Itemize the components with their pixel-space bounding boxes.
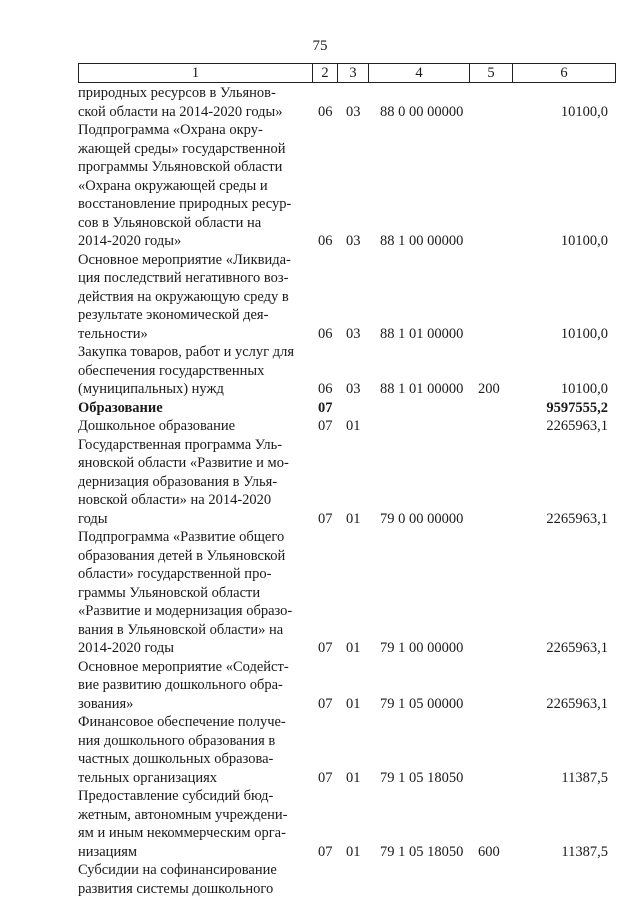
page-number: 75 [312,38,328,54]
expense-type-code: 200 [478,381,500,397]
amount: 10100,0 [560,103,608,120]
description-line: Субсидии на софинансирование [78,862,277,878]
amount: 11387,5 [561,769,608,786]
subsection-code: 03 [346,381,361,397]
table-row [78,417,616,436]
header-col-4: 4 [369,64,470,82]
description-line: Образование [78,399,163,416]
table-row [78,251,616,344]
subsection-code: 03 [346,325,361,342]
row-description [78,713,304,787]
table-row [78,399,616,418]
description-line: низациям [78,843,138,860]
row-description [78,84,304,121]
target-article-code: 88 0 00 00000 [380,103,464,120]
subsection-code: 01 [346,510,361,527]
description-line: природных ресурсов в Ульянов- [78,85,276,101]
description-line: Закупка товаров, работ и услуг для [78,344,295,360]
amount: 9597555,2 [546,399,608,416]
description-line: Основное мероприятие «Содейст- [78,658,289,675]
target-article-code: 79 1 00 00000 [380,640,464,656]
description-line: вания в Ульяновской области» на [78,621,284,638]
amount: 10100,0 [560,233,608,249]
amount: 11387,5 [561,843,608,860]
header-col-3: 3 [338,64,369,82]
description-line: Предоставление субсидий бюд- [78,788,274,804]
description-line: развития системы дошкольного [78,880,274,897]
table-row [78,658,616,714]
row-description [78,417,304,436]
description-line: результате экономической дея- [78,307,269,323]
subsection-code: 03 [346,233,361,249]
description-line: Основное мероприятие «Ликвида- [78,251,291,268]
description-line: вие развитию дошкольного обра- [78,677,283,693]
row-description [78,121,304,251]
description-line: тельных организациях [78,769,218,786]
description-line: новской области» на 2014-2020 [78,492,272,508]
target-article-code: 79 1 05 18050 [380,769,464,786]
table-row [78,436,616,529]
description-line: годы [78,510,108,527]
description-line: программы Ульяновской области [78,159,283,175]
description-line: жетным, автономным учреждени- [78,806,288,823]
description-line: (муниципальных) нужд [78,381,224,397]
header-col-6: 6 [560,65,568,81]
table-row [78,713,616,787]
description-line: обеспечения государственных [78,362,265,379]
description-line: Подпрограмма «Развитие общего [78,529,285,545]
row-description [78,399,304,418]
description-line: ям и иным некоммерческим орга- [78,825,286,841]
description-line: Подпрограмма «Охрана окру- [78,122,263,138]
section-code: 07 [318,418,333,434]
description-line: жающей среды» государственной [78,140,286,157]
subsection-code: 01 [346,695,361,712]
description-line: сов в Ульяновской области на [78,214,262,231]
row-description [78,528,304,658]
description-line: «Охрана окружающей среды и [78,177,268,194]
section-code: 07 [318,640,333,656]
subsection-code: 01 [346,843,361,860]
amount: 2265963,1 [546,418,608,434]
description-line: действия на окружающую среду в [78,288,289,305]
description-line: ния дошкольного образования в [78,732,276,749]
section-code: 07 [318,695,333,712]
description-line: восстановление природных ресур- [78,196,292,212]
subsection-code: 01 [346,418,361,434]
table-row [78,121,616,251]
amount: 10100,0 [560,325,608,342]
description-line: 2014-2020 годы [78,640,174,656]
row-description [78,343,304,399]
table-header [78,63,616,83]
section-code: 07 [318,843,333,860]
subsection-code: 01 [346,640,361,656]
table-row [78,528,616,658]
row-description [78,436,304,529]
amount: 2265963,1 [546,510,608,527]
target-article-code: 88 1 00 00000 [380,233,464,249]
header-col-2: 2 [313,64,338,82]
description-line: области» государственной про- [78,566,272,582]
section-code: 07 [318,399,333,416]
amount: 2265963,1 [546,640,608,656]
section-code: 06 [318,233,333,249]
description-line: образования детей в Ульяновской [78,547,286,564]
row-description [78,787,304,861]
section-code: 06 [318,325,333,342]
table-row [78,343,616,399]
section-code: 06 [318,103,333,120]
target-article-code: 88 1 01 00000 [380,325,464,342]
row-description [78,861,304,898]
header-col-1: 1 [79,64,313,82]
target-article-code: 79 1 05 18050 [380,843,464,860]
description-line: Финансовое обеспечение получе- [78,714,286,730]
expense-type-code: 600 [478,843,500,860]
amount: 2265963,1 [546,695,608,712]
description-line: зования» [78,695,134,712]
description-line: яновской области «Развитие и мо- [78,455,289,471]
description-line: «Развитие и модернизация образо- [78,603,293,619]
target-article-code: 88 1 01 00000 [380,381,464,397]
description-line: дернизация образования в Улья- [78,473,278,490]
description-line: Государственная программа Уль- [78,436,283,453]
table-row [78,84,616,121]
subsection-code: 03 [346,103,361,120]
target-article-code: 79 0 00 00000 [380,510,464,527]
description-line: 2014-2020 годы» [78,233,182,249]
section-code: 06 [318,381,333,397]
description-line: Дошкольное образование [78,418,236,434]
target-article-code: 79 1 05 00000 [380,695,464,712]
table-row [78,787,616,861]
description-line: тельности» [78,325,148,342]
description-line: граммы Ульяновской области [78,584,261,601]
header-col-5: 5 [470,64,513,82]
subsection-code: 01 [346,769,361,786]
row-description [78,658,304,714]
amount: 10100,0 [560,381,608,397]
description-line: частных дошкольных образова- [78,751,274,767]
description-line: ция последствий негативного воз- [78,270,289,286]
section-code: 07 [318,510,333,527]
section-code: 07 [318,769,333,786]
table-row [78,861,616,898]
description-line: ской области на 2014-2020 годы» [78,103,283,120]
row-description [78,251,304,344]
